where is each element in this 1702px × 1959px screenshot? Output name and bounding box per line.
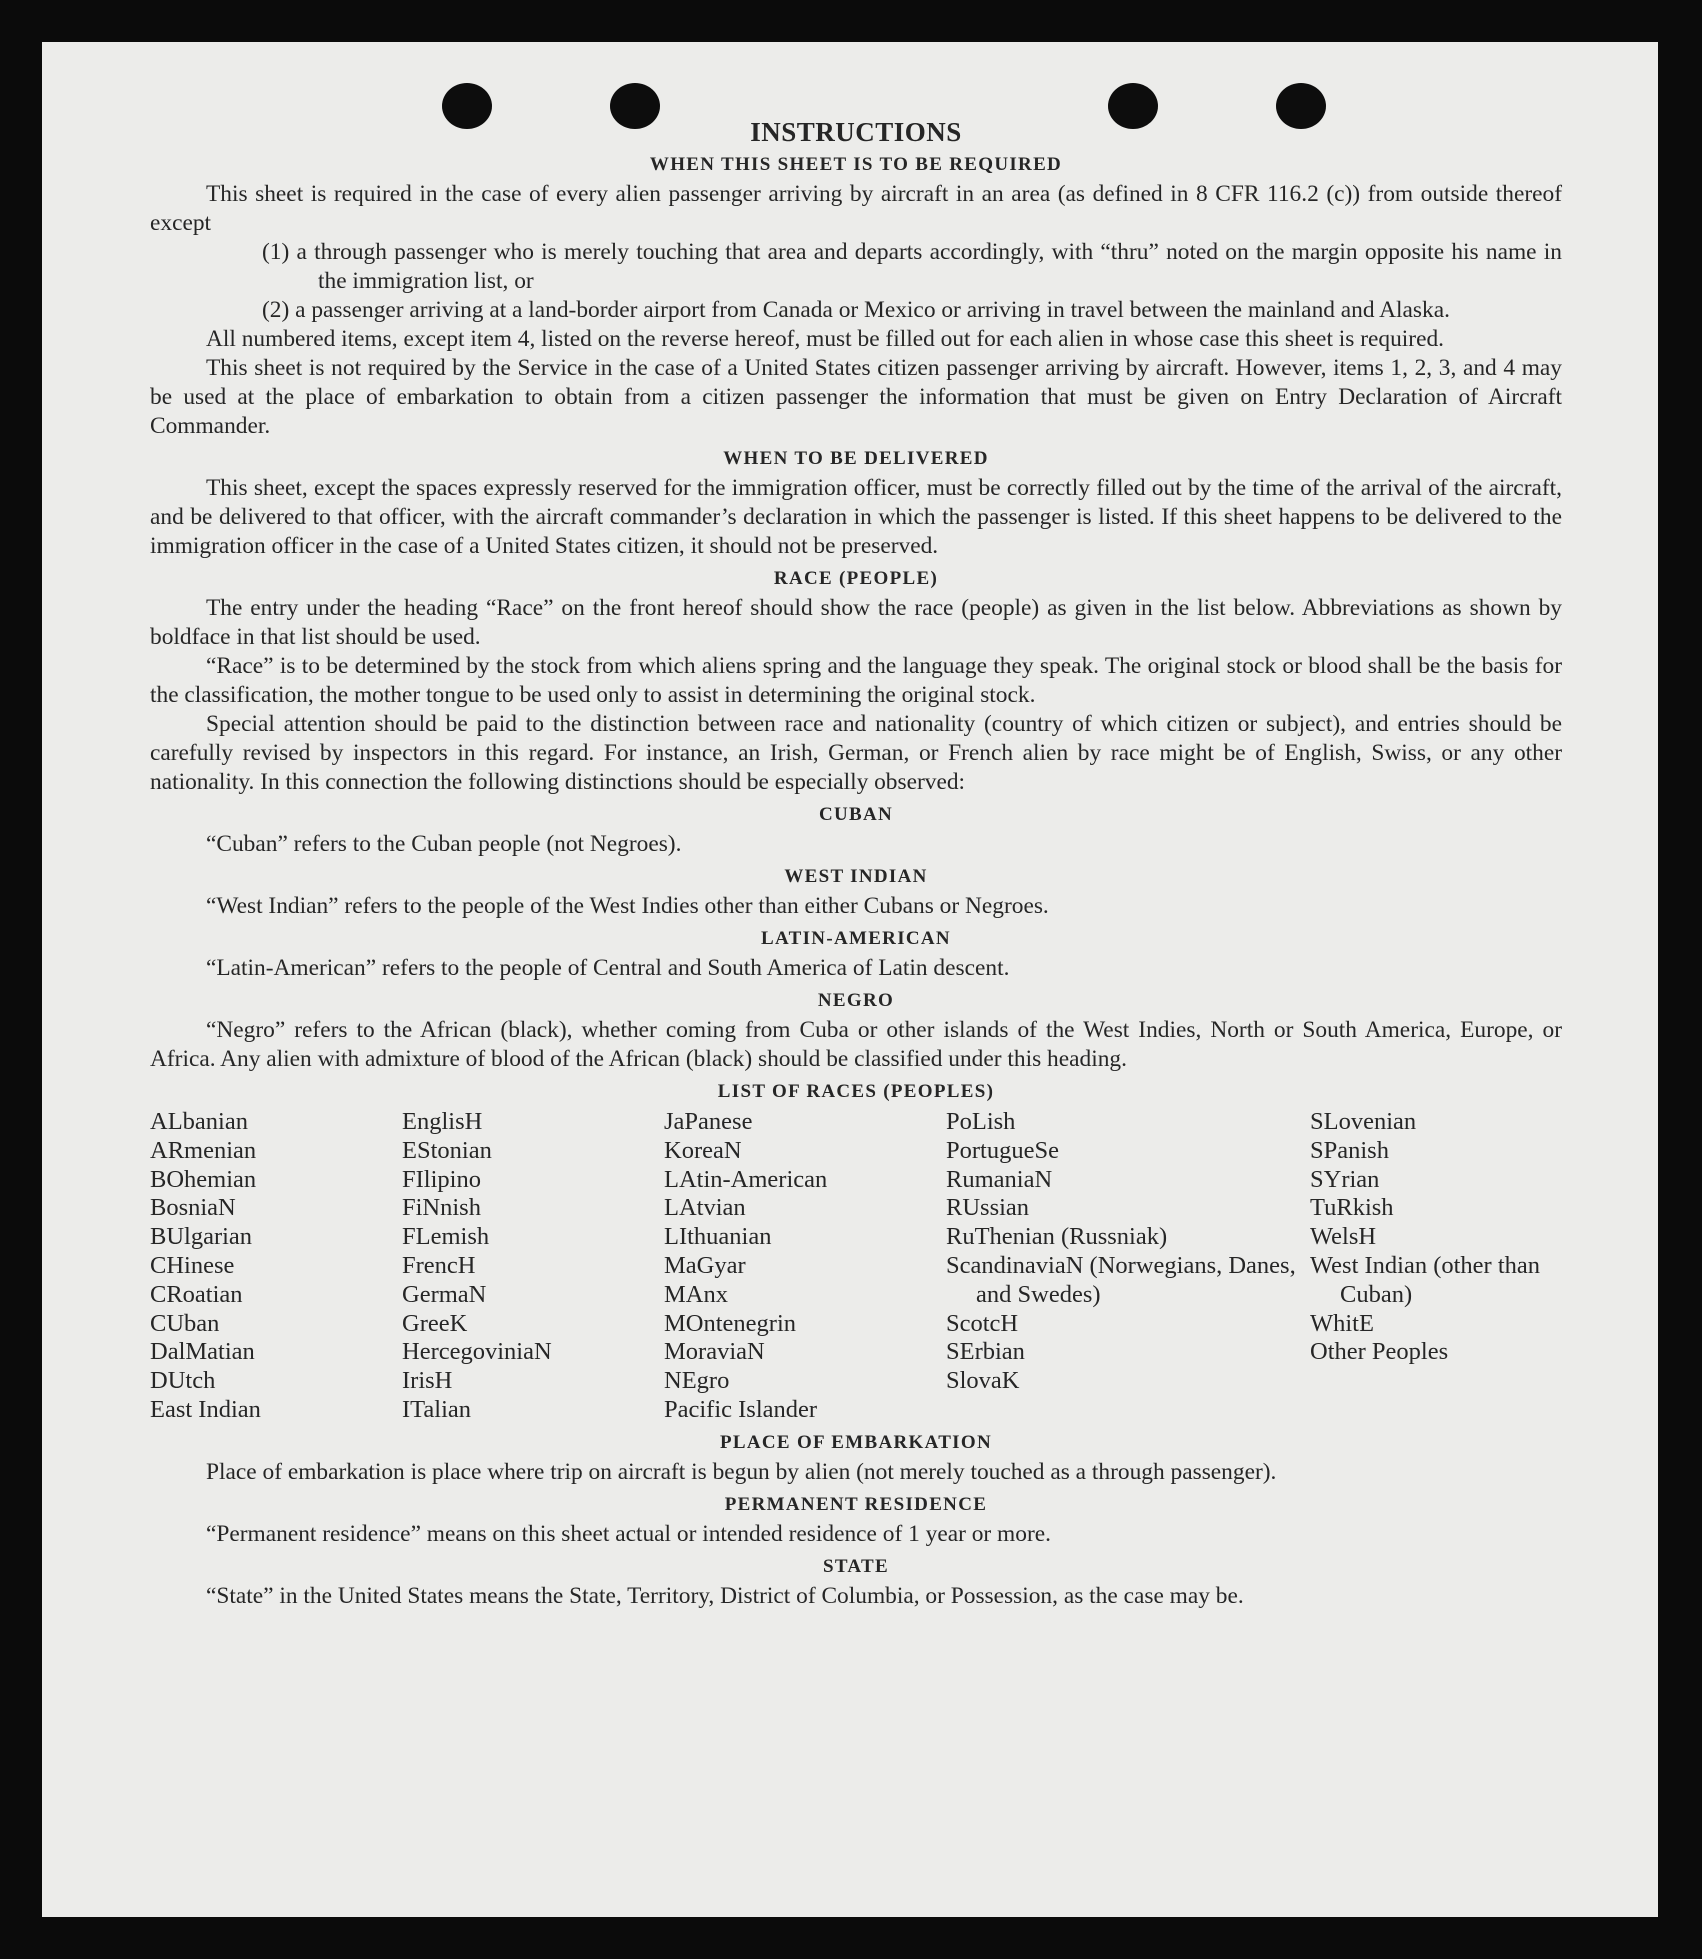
section-heading: NEGRO [817, 990, 895, 1011]
race-item: DalMatian [150, 1338, 255, 1366]
paragraph: This sheet is required in the case of every alien passenger arriving by aircraft in an area (as defined in 8 CFR 116.2 (c)) from outside thereof except [150, 181, 1562, 236]
paragraph: Place of embarkation is place where trip on aircraft is begun by alien (not merely touched as a through passenger). [206, 1458, 1277, 1485]
race-item: BosniaN [150, 1194, 236, 1222]
race-item: NEgro [664, 1367, 730, 1395]
race-item: PortugueSe [946, 1136, 1059, 1164]
race-item: SlovaK [946, 1367, 1020, 1395]
race-column [402, 1108, 664, 1425]
paragraph: “Latin-American” refers to the people of Central and South America of Latin descent. [206, 955, 1010, 981]
list-item: (2) a passenger arriving at a land-border airport from Canada or Mexico or arriving in travel between the mainland and Alaska. [262, 297, 1450, 323]
race-item: CUban [150, 1309, 220, 1337]
race-item: LIthuanian [664, 1223, 772, 1251]
paragraph: “Permanent residence” means on this sheet actual or intended residence of 1 year or more. [206, 1520, 1051, 1547]
race-item: East Indian [150, 1395, 261, 1423]
race-item: JaPanese [664, 1108, 753, 1135]
section-heading: PERMANENT RESIDENCE [724, 1493, 988, 1515]
race-column [1310, 1108, 1562, 1425]
race-item: KoreaN [664, 1136, 742, 1164]
race-item: WelsH [1310, 1223, 1377, 1251]
race-item: SYrian [1310, 1165, 1380, 1193]
race-item: EnglisH [402, 1108, 483, 1135]
race-column [946, 1108, 1310, 1425]
race-item: RuThenian (Russniak) [946, 1223, 1168, 1251]
race-item: ScotcH [946, 1309, 1019, 1337]
race-item: SLovenian [1310, 1108, 1417, 1135]
race-item: MoraviaN [664, 1338, 765, 1366]
section-heading: WEST INDIAN [784, 866, 928, 887]
race-item: GreeK [402, 1309, 468, 1337]
race-item: MOntenegrin [664, 1309, 796, 1337]
paragraph: “West Indian” refers to the people of the West Indies other than either Cubans or Negroes. [206, 893, 1049, 919]
race-item: ITalian [402, 1395, 472, 1423]
race-item: LAtvian [664, 1194, 746, 1222]
page-title: INSTRUCTIONS [750, 117, 962, 147]
paragraph: “Negro” refers to the African (black), whether coming from Cuba or other islands of the West Indies, North or South America, Europe, or Africa. Any alien with admixture of blood of the African (black) should be classified under this heading. [150, 1017, 1562, 1072]
race-item: GermaN [402, 1280, 487, 1308]
race-item: WhitE [1310, 1309, 1374, 1337]
paragraph: “Race” is to be determined by the stock from which aliens spring and the language they speak. The original stock or blood shall be the basis for the classification, the mother tongue to be used only to assist in determining the original stock. [150, 653, 1562, 708]
race-item: CRoatian [150, 1280, 243, 1308]
paragraph: “State” in the United States means the State, Territory, District of Columbia, or Possession, as the case may be. [206, 1582, 1244, 1609]
race-column [664, 1108, 946, 1425]
race-item: ScandinaviaN (Norwegians, Danes, and Swedes) [946, 1251, 1296, 1308]
race-item: RUssian [946, 1194, 1030, 1222]
section-heading: WHEN THIS SHEET IS TO BE REQUIRED [649, 154, 1063, 175]
race-list [150, 1108, 1562, 1425]
section-heading: WHEN TO BE DELIVERED [723, 448, 989, 469]
race-item: SPanish [1310, 1136, 1389, 1164]
section-heading: STATE [823, 1555, 889, 1577]
race-item: West Indian (other than Cuban) [1310, 1251, 1541, 1308]
race-item: ALbanian [150, 1108, 248, 1135]
race-item: IrisH [402, 1367, 453, 1395]
race-column [150, 1108, 402, 1425]
paragraph: “Cuban” refers to the Cuban people (not Negroes). [206, 831, 682, 857]
race-item: FrencH [402, 1251, 476, 1279]
race-item: LAtin-American [664, 1165, 828, 1193]
race-item: CHinese [150, 1251, 235, 1279]
list-item: (1) a through passenger who is merely touching that area and departs accordingly, with “thru” noted on the margin opposite his name in the immigration list, or [262, 239, 1562, 294]
race-item: BUlgarian [150, 1223, 253, 1251]
race-item: ARmenian [150, 1136, 257, 1164]
race-item: FIlipino [402, 1165, 481, 1193]
race-item: Pacific Islander [664, 1395, 818, 1423]
section-heading: PLACE OF EMBARKATION [720, 1431, 992, 1453]
paragraph: The entry under the heading “Race” on the front hereof should show the race (people) as given in the list below. Abbreviations as shown by boldface in that list should be used. [150, 595, 1562, 650]
paragraph: Special attention should be paid to the distinction between race and nationality (country of which citizen or subject), and entries should be carefully revised by inspectors in this regard. For instance, an Irish, German, or French alien by race might be of English, Swiss, or any other nationality. In this connection the following distinctions should be especially observed: [150, 711, 1562, 795]
race-item: EStonian [402, 1136, 492, 1164]
section-heading: CUBAN [818, 804, 894, 825]
race-item: MaGyar [664, 1251, 746, 1279]
race-item: BOhemian [150, 1165, 257, 1193]
race-item: TuRkish [1310, 1194, 1394, 1222]
race-item: PoLish [946, 1108, 1016, 1135]
race-item: Other Peoples [1310, 1338, 1449, 1366]
paragraph: This sheet, except the spaces expressly reserved for the immigration officer, must be correctly filled out by the time of the arrival of the aircraft, and be delivered to that officer, with the aircraft commander’s declaration in which the passenger is listed. If this sheet happens to be delivered to the immigration officer in the case of a United States citizen, it should not be preserved. [150, 475, 1562, 559]
race-item: SErbian [946, 1338, 1025, 1366]
section-heading: LIST OF RACES (PEOPLES) [717, 1081, 995, 1102]
race-item: FiNnish [402, 1194, 481, 1222]
race-item: DUtch [150, 1367, 216, 1395]
paragraph: All numbered items, except item 4, listed on the reverse hereof, must be filled out for each alien in whose case this sheet is required. [206, 326, 1445, 352]
race-item: HercegoviniaN [402, 1338, 552, 1366]
race-item: MAnx [664, 1280, 728, 1308]
race-item: FLemish [402, 1223, 490, 1251]
race-item: RumaniaN [946, 1165, 1053, 1193]
section-heading: RACE (PEOPLE) [773, 568, 939, 589]
section-heading: LATIN-AMERICAN [761, 928, 951, 949]
document-page [42, 42, 1658, 1917]
instructions-content [150, 118, 1562, 1611]
paragraph: This sheet is not required by the Service in the case of a United States citizen passenger arriving by aircraft. However, items 1, 2, 3, and 4 may be used at the place of embarkation to obtain from a citizen passenger the information that must be given on Entry Declaration of Aircraft Commander. [150, 355, 1562, 439]
